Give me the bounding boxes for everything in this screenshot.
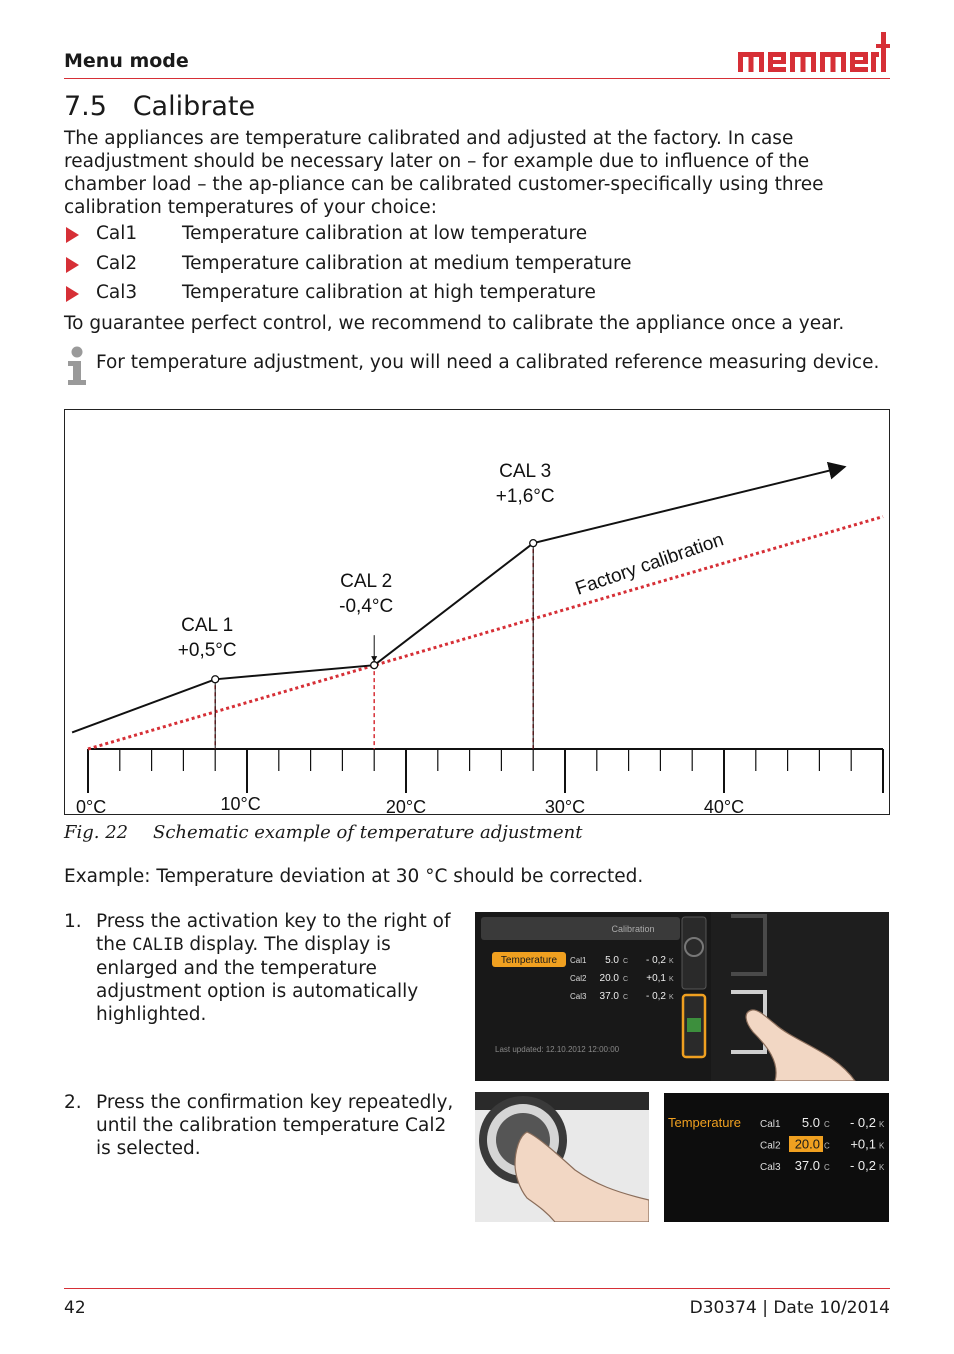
recommendation-text: To guarantee perfect control, we recommend to calibrate the appliance once a year. — [64, 313, 845, 334]
bullet-triangle-icon — [66, 257, 79, 273]
cal2-selected-screenshot — [664, 1093, 889, 1222]
row-dev: - 0,2 — [645, 991, 666, 1002]
factory-calibration-label: Factory calibration — [572, 529, 727, 600]
confirmation-knob-photo — [475, 1092, 649, 1222]
row-cal: Cal1 — [760, 1119, 781, 1130]
row-dev-unit: K — [669, 958, 674, 965]
row-temp: 37.0 — [599, 991, 619, 1002]
calibration-display-screenshot — [475, 912, 889, 1081]
document-id: D30374 | Date 10/2014 — [689, 1298, 890, 1318]
row-temp: 5.0 — [605, 955, 619, 966]
row-temp-unit: C — [623, 976, 629, 983]
chart-frame — [65, 410, 890, 815]
bullet-triangle-icon — [66, 286, 79, 302]
row-cal: Cal1 — [570, 956, 587, 965]
row-cal: Cal3 — [570, 992, 587, 1001]
row-dev: - 0,2 — [645, 955, 666, 966]
step-2: 2. Press the confirmation key repeatedly, until the calibration temperature Cal2 is selected. — [64, 1092, 454, 1159]
calibration-point — [530, 540, 537, 547]
x-tick-label: 10°C — [220, 794, 261, 814]
page-number: 42 — [64, 1298, 86, 1318]
row-temp-unit: C — [623, 994, 629, 1001]
x-tick-label: 20°C — [385, 797, 427, 815]
row-dev-unit: K — [879, 1141, 885, 1151]
last-updated: Last updated: 12.10.2012 12:00:00 — [495, 1045, 620, 1054]
row-dev: +0,1 — [646, 973, 666, 984]
figure-number: Fig. 22 — [64, 822, 129, 843]
row-dev: +0,1 — [850, 1136, 876, 1152]
x-tick-label: 0°C — [76, 797, 107, 815]
info-icon — [64, 346, 90, 386]
x-tick-label: 40°C — [703, 797, 745, 815]
calibration-point — [212, 676, 219, 683]
bullet-triangle-icon — [66, 227, 79, 243]
row-dev: - 0,2 — [849, 1158, 876, 1173]
row-temp: 20.0 — [794, 1136, 820, 1152]
row-temp: 20.0 — [599, 973, 619, 984]
intro-paragraph: The appliances are temperature calibrated and adjusted at the factory. In case readjustment should be necessary later on – for example due to influence of the chamber load – the ap-pliance can be calibrated customer-specifically using three calibration temperatures of your choice: — [64, 128, 824, 218]
calibration-chart — [64, 409, 890, 815]
row-temp: 37.0 — [794, 1158, 820, 1173]
row-temp-unit: C — [824, 1120, 830, 1129]
calibration-label: CAL 1 — [181, 615, 234, 636]
section-heading: 7.5 Calibrate — [64, 91, 256, 122]
x-tick-label: 30°C — [544, 797, 586, 815]
screen-title: Calibration — [611, 924, 655, 934]
row-cal: Cal2 — [760, 1140, 781, 1152]
row-temp-unit: C — [623, 958, 629, 965]
example-text: Example: Temperature deviation at 30 °C should be corrected. — [64, 866, 644, 887]
row-cal: Cal3 — [760, 1162, 781, 1173]
step-1: 1. Press the activation key to the right of the CALIB display. The display is enlarged and the temperature adjustment option is automatically highlighted. — [64, 911, 451, 1025]
calibration-delta: +1,6°C — [495, 486, 555, 507]
figure-caption-text: Schematic example of temperature adjustment — [153, 822, 583, 843]
calib-key: CALIB — [132, 935, 184, 955]
row-dev: - 0,2 — [849, 1115, 876, 1130]
row-temp: 5.0 — [801, 1115, 820, 1130]
footer-rule — [64, 1288, 890, 1289]
row-dev-unit: K — [669, 976, 674, 983]
row-dev-unit: K — [879, 1163, 885, 1172]
section-title: Menu mode — [64, 50, 189, 72]
row-cal: Cal2 — [570, 974, 587, 983]
memmert-logo — [738, 30, 890, 74]
calibration-label: CAL 2 — [340, 571, 393, 592]
row-dev-unit: K — [879, 1120, 885, 1129]
calibration-delta: -0,4°C — [339, 596, 394, 617]
calibration-point — [371, 662, 378, 669]
info-note: For temperature adjustment, you will need a calibrated reference measuring device. — [96, 352, 880, 373]
calibration-delta: +0,5°C — [177, 640, 237, 661]
header-rule — [64, 78, 890, 79]
calibration-label: CAL 3 — [499, 461, 552, 482]
row-temp-unit: C — [824, 1141, 830, 1151]
temperature-option: Temperature — [500, 955, 558, 966]
temperature-label: Temperature — [668, 1115, 741, 1130]
row-dev-unit: K — [669, 994, 674, 1001]
row-temp-unit: C — [824, 1163, 830, 1172]
